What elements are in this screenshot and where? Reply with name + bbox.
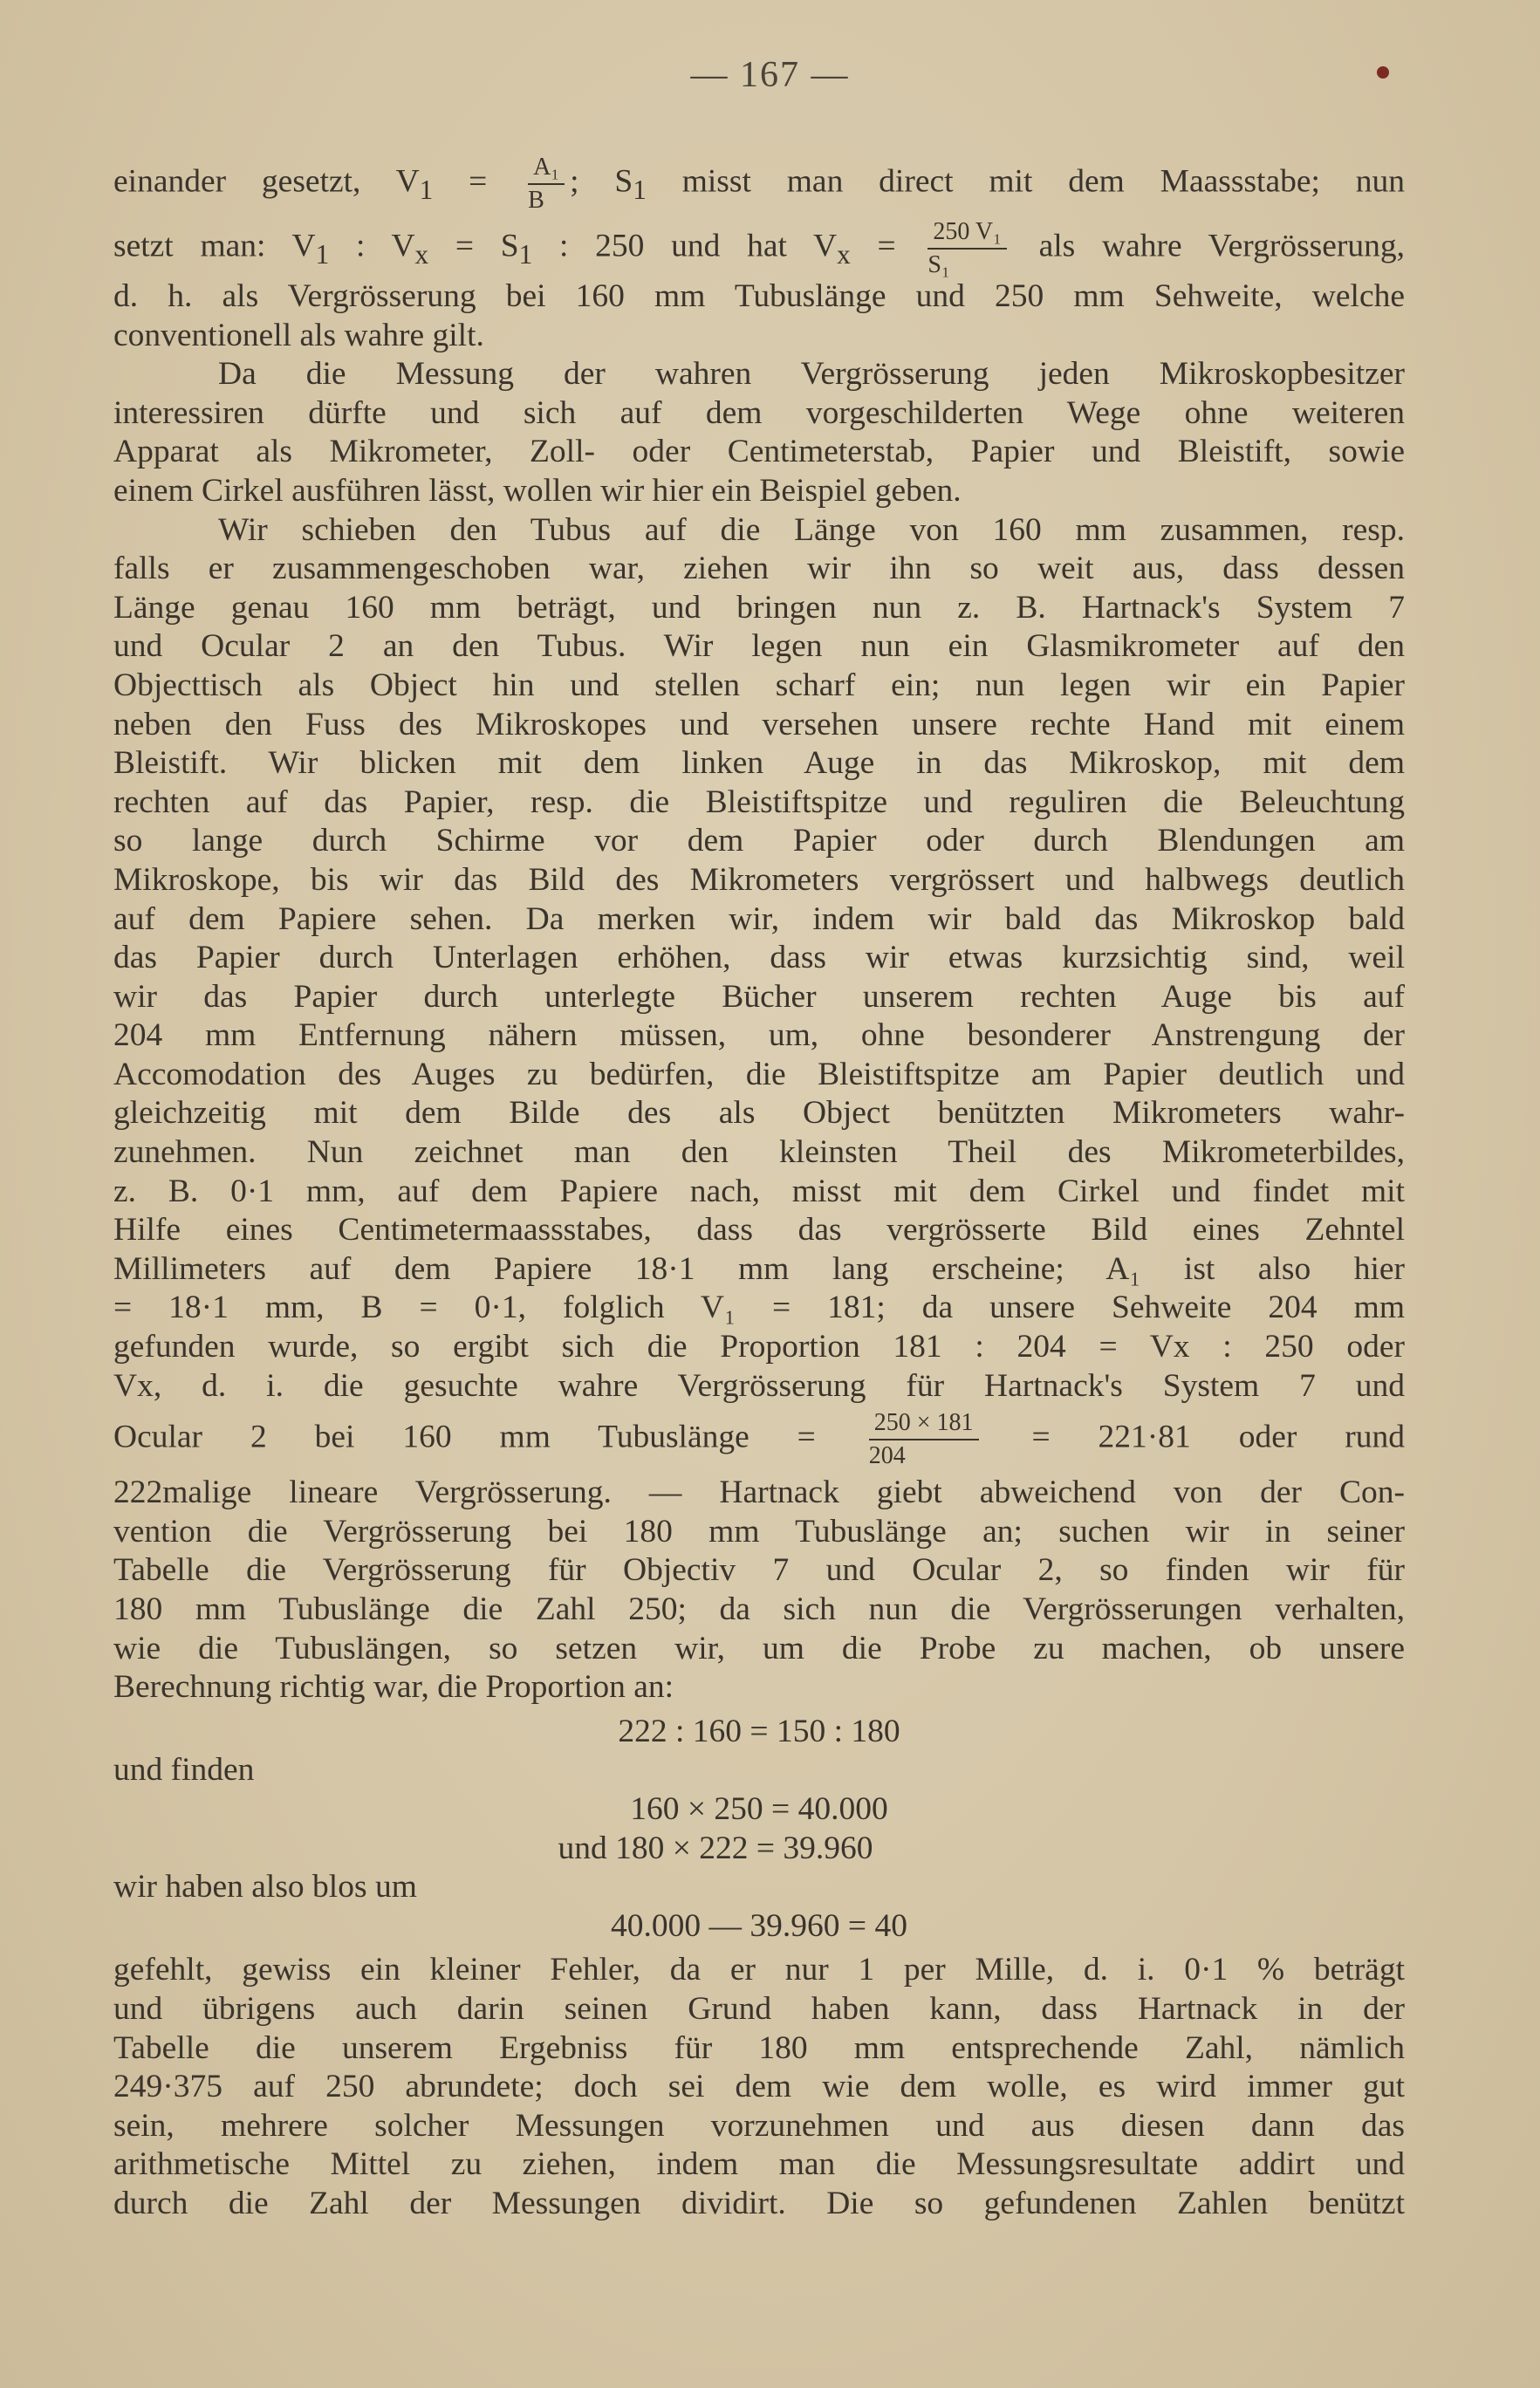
text-line: Berechnung richtig war, die Proportion an: (113, 1669, 674, 1706)
text-line: Ocular 2 bei 160 mm Tubuslänge = $\frac{250 \times 181}{204}$ = 221·81 oder rund (113, 1409, 1405, 1470)
text-line: falls er zusammengeschoben war, ziehen wir ihn so weit aus, dass dessen (113, 551, 1405, 587)
text-line: 249·375 auf 250 abrundete; doch sei dem wie dem wolle, es wird immer gut (113, 2069, 1405, 2105)
text-line: Bleistift. Wir blicken mit dem linken Auge in das Mikroskop, mit dem (113, 745, 1405, 782)
text-line: Tabelle die Vergrösserung für Objectiv 7 und Ocular 2, so finden wir für (113, 1552, 1405, 1589)
text-line: einem Cirkel ausführen lässt, wollen wir hier ein Beispiel geben. (113, 472, 962, 509)
text-line: wir haben also blos um (113, 1869, 417, 1906)
page-number: — 167 — (690, 55, 850, 95)
text-line: Wir schieben den Tubus auf die Länge von 160 mm zusammen, resp. (218, 511, 1405, 548)
text-line: conventionell als wahre gilt. (113, 317, 484, 353)
text-line: vention die Vergrösserung bei 180 mm Tubuslänge an; suchen wir in seiner (113, 1513, 1405, 1550)
text-line: und finden (113, 1752, 255, 1789)
text-line: Tabelle die unserem Ergebniss für 180 mm entsprechende Zahl, nämlich (113, 2029, 1405, 2066)
text-line: Millimeters auf dem Papiere 18·1 mm lang erscheine; A₁ ist also hier (113, 1250, 1405, 1287)
text-line: Länge genau 160 mm beträgt, und bringen nun z. B. Hartnack's System 7 (113, 589, 1405, 626)
equation-proportion: 222 : 160 = 150 : 180 (618, 1713, 900, 1749)
text-line: das Papier durch Unterlagen erhöhen, dass wir etwas kurzsichtig sind, weil (113, 940, 1405, 976)
equation-product-2: und 180 × 222 = 39.960 (558, 1830, 873, 1866)
text-line: und übrigens auch darin seinen Grund haben kann, dass Hartnack in der (113, 1990, 1405, 2027)
text-line: so lange durch Schirme vor dem Papier oder durch Blendungen am (113, 823, 1405, 859)
text-line: gefehlt, gewiss ein kleiner Fehler, da er nur 1 per Mille, d. i. 0·1 % beträgt (113, 1952, 1405, 1988)
text-line: wir das Papier durch unterlegte Bücher unserem rechten Auge bis auf (113, 978, 1405, 1015)
text-line: 222malige lineare Vergrösserung. — Hartnack giebt abweichend von der Con- (113, 1475, 1405, 1511)
text-line: d. h. als Vergrösserung bei 160 mm Tubuslänge und 250 mm Sehweite, welche (113, 278, 1405, 314)
text-line: Mikroskope, bis wir das Bild des Mikrometers vergrössert und halbwegs deutlich (113, 861, 1405, 898)
text-line: rechten auf das Papier, resp. die Bleistiftspitze und reguliren die Beleuchtung (113, 783, 1405, 820)
text-line: und Ocular 2 an den Tubus. Wir legen nun ein Glasmikrometer auf den (113, 628, 1405, 665)
body-text (113, 155, 1405, 2224)
text-line: interessiren dürfte und sich auf dem vorgeschilderten Wege ohne weiteren (113, 394, 1405, 431)
page-mark (1377, 66, 1389, 79)
equation-difference: 40.000 — 39.960 = 40 (611, 1907, 907, 1944)
text-line: wie die Tubuslängen, so setzen wir, um die Probe zu machen, ob unsere (113, 1630, 1405, 1666)
text-line: 204 mm Entfernung nähern müssen, um, ohne besonderer Anstrengung der (113, 1017, 1405, 1054)
text-line: = 18·1 mm, B = 0·1, folglich V₁ = 181; da unsere Sehweite 204 mm (113, 1290, 1405, 1326)
text-line: z. B. 0·1 mm, auf dem Papiere nach, misst mit dem Cirkel und findet mit (113, 1173, 1405, 1209)
text-line: Hilfe eines Centimetermaassstabes, dass das vergrösserte Bild eines Zehntel (113, 1212, 1405, 1249)
text-line: einander gesetzt, $V_1$ = $\frac{\text{A₁}}{B}$ ; $S_1$ misst man direct mit dem Maassstabe; nun (113, 154, 1405, 214)
text-line: Objecttisch als Object hin und stellen scharf ein; nun legen wir ein Papier (113, 667, 1405, 703)
text-line: gleichzeitig mit dem Bilde des als Object benützten Mikrometers wahr- (113, 1095, 1405, 1132)
fraction-250x181-over-204: $\frac{250 \times 181}{204}$ (869, 1411, 979, 1468)
text-line: durch die Zahl der Messungen dividirt. Die so gefundenen Zahlen benützt (113, 2185, 1405, 2221)
fraction-250v1-over-s1: $\frac{\text{250 V₁}}{\text{S₁}}$ (927, 220, 1006, 277)
equation-product-1: 160 × 250 = 40.000 (630, 1790, 888, 1827)
text-line: 180 mm Tubuslänge die Zahl 250; da sich nun die Vergrösserungen verhalten, (113, 1591, 1405, 1627)
text-line: auf dem Papiere sehen. Da merken wir, indem wir bald das Mikroskop bald (113, 900, 1405, 937)
text-line: sein, mehrere solcher Messungen vorzunehmen und aus diesen dann das (113, 2107, 1405, 2144)
text-line: neben den Fuss des Mikroskopes und versehen unsere rechte Hand mit einem (113, 706, 1405, 742)
text-line: Da die Messung der wahren Vergrösserung jeden Mikroskopbesitzer (218, 356, 1405, 393)
text-line: zunehmen. Nun zeichnet man den kleinsten Theil des Mikrometerbildes, (113, 1134, 1405, 1171)
text-line: arithmetische Mittel zu ziehen, indem man die Messungsresultate addirt und (113, 2146, 1405, 2183)
text-line: setzt man: $V_1$ : $V_x = S_1$ : 250 und hat $V_x$ = $\frac{\text{250 V₁}}{\text{S₁}}$ als wahre Vergrösserung, (113, 218, 1405, 278)
fraction-a1-over-b: $\frac{\text{A₁}}{B}$ (528, 155, 565, 213)
text-line: gefunden wurde, so ergibt sich die Proportion 181 : 204 = Vx : 250 oder (113, 1329, 1405, 1365)
text-line: Apparat als Mikrometer, Zoll- oder Centimeterstab, Papier und Bleistift, sowie (113, 434, 1405, 470)
text-line: Vx, d. i. die gesuchte wahre Vergrösserung für Hartnack's System 7 und (113, 1367, 1405, 1404)
text-line: Accomodation des Auges zu bedürfen, die Bleistiftspitze am Papier deutlich und (113, 1056, 1405, 1092)
